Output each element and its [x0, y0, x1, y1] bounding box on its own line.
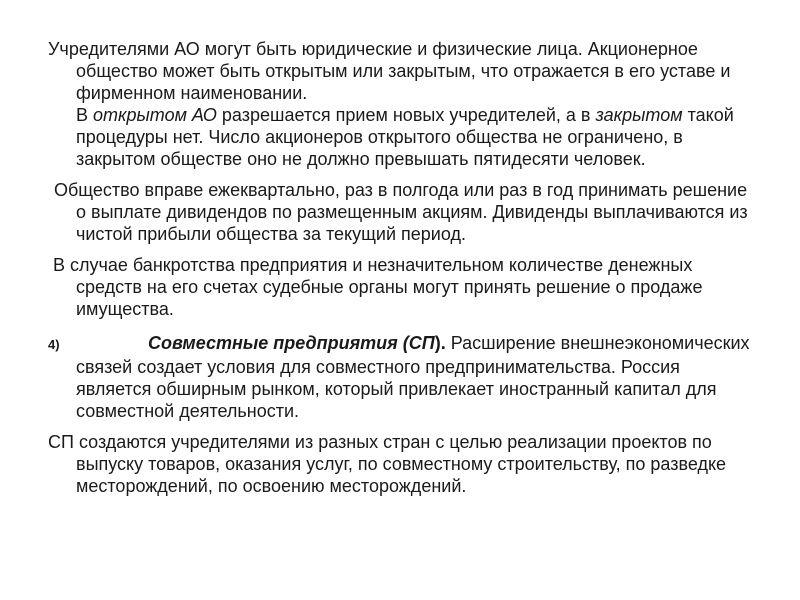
dividends-text: Общество вправе ежеквартально, раз в полгода или раз в год принимать решение о выплате дивидендов по размещенным акциям. Дивиденды выплачиваются из чистой прибыли общества за текущий период.: [54, 180, 748, 244]
paragraph-joint-ventures: [48, 332, 760, 422]
ao-open-prefix: В: [76, 105, 94, 125]
joint-venture-title-close: ).: [434, 333, 446, 353]
paragraph-bankruptcy: [48, 254, 760, 320]
ao-open-text: разрешается прием новых учредителей, а в: [216, 105, 596, 125]
bankruptcy-text: В случае банкротства предприятия и незначительном количестве денежных средств на его счетах судебные органы могут принять решение о продаже имущества.: [53, 255, 703, 319]
ao-founders-text: Учредителями АО могут быть юридические и физические лица. Акционерное общество может быть открытым или закрытым, что отражается в его уставе и фирменном наименовании.: [48, 39, 731, 103]
closed-ao-term: закрытом: [595, 105, 683, 125]
paragraph-jv-founders: [48, 431, 760, 497]
slide-text: [48, 38, 760, 497]
paragraph-dividends: [48, 179, 760, 245]
open-ao-term: открытом АО: [93, 105, 217, 125]
joint-venture-title: Совместные предприятия (СП: [148, 333, 435, 353]
paragraph-ao-types: [48, 38, 760, 170]
ao-closed-text: такой процедуры нет. Число акционеров открытого общества не ограничено, в закрытом обществе оно не должно превышать пятидесяти человек.: [76, 105, 734, 169]
joint-venture-text: Расширение внешнеэкономических связей создает условия для совместного предпринимательства. Россия является обширным рынком, который привлекает иностранный капитал для совместной деятельности.: [76, 333, 750, 421]
list-number: 4): [48, 337, 60, 352]
jv-founders-text: СП создаются учредителями из разных стран с целью реализации проектов по выпуску товаров, оказания услуг, по совместному строительству, по разведке месторождений, по освоению месторождений.: [48, 432, 727, 496]
